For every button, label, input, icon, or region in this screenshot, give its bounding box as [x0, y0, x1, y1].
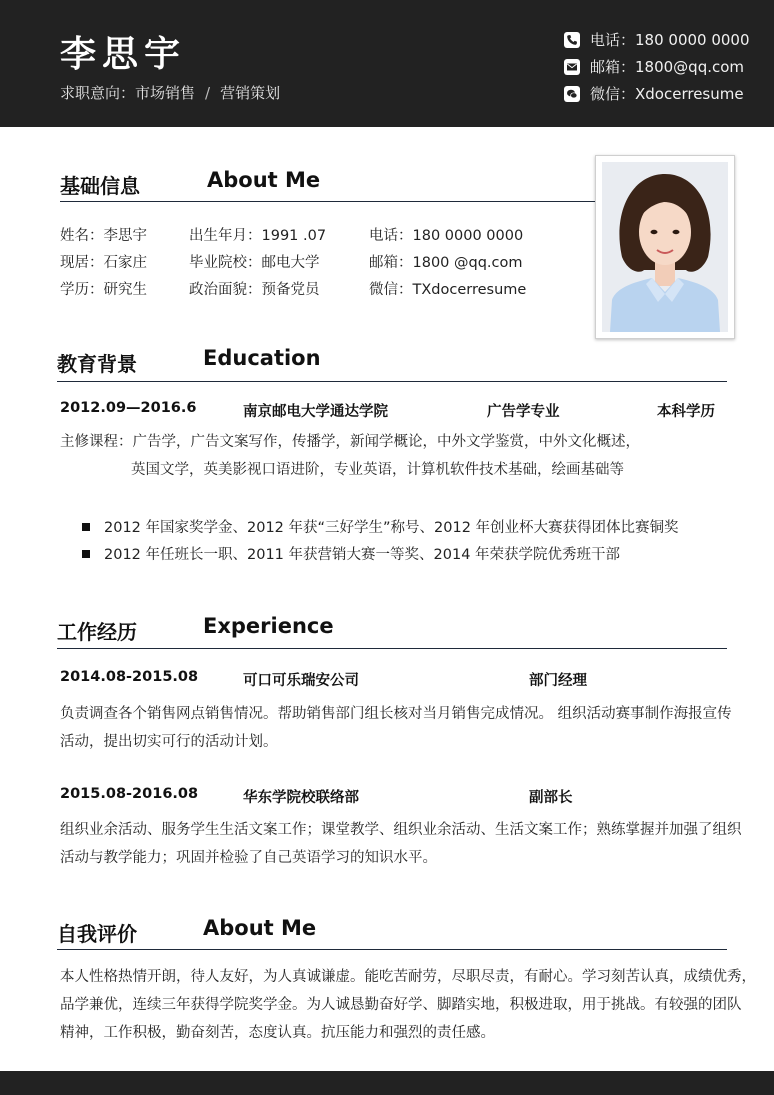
education-major: 广告学专业	[487, 404, 560, 420]
footer-bar	[0, 1071, 774, 1095]
job-2-desc-line-2: 活动与教学能力；巩固并检验了自己英语学习的知识水平。	[60, 850, 437, 866]
award-item-2	[82, 543, 620, 564]
job-1-company: 可口可乐瑞安公司	[243, 673, 359, 689]
mail-icon	[564, 59, 580, 75]
self-eval-title: 自我评价	[57, 922, 137, 946]
basic-info-rule	[60, 201, 595, 202]
contact-phone-text: 电话：180 0000 0000	[590, 31, 750, 49]
contact-wechat	[564, 83, 744, 104]
award-text-2: 2012 年任班长一职、2011 年获营销大赛一等奖、2014 年荣获学院优秀班干部	[104, 547, 621, 563]
job-1-desc-line-1: 负责调查各个销售网点销售情况。帮助销售部门组长核对当月销售完成情况。 组织活动赛事制作海报宣传	[60, 706, 732, 722]
bullet-square-icon	[82, 523, 90, 531]
education-title: 教育背景	[57, 352, 137, 376]
objective-separator: /	[205, 84, 211, 102]
phone-icon	[564, 32, 580, 48]
experience-title: 工作经历	[57, 620, 137, 644]
award-item-1	[82, 516, 679, 537]
basic-residence: 现居：石家庄	[60, 255, 147, 271]
education-rule	[57, 381, 727, 382]
basic-phone: 电话：180 0000 0000	[369, 228, 524, 244]
basic-political: 政治面貌：预备党员	[189, 282, 320, 298]
wechat-icon	[564, 86, 580, 102]
self-eval-title-en: About Me	[203, 916, 317, 940]
objective-label: 求职意向：	[60, 84, 136, 102]
contact-phone	[564, 29, 750, 50]
education-period: 2012.09—2016.6	[60, 400, 197, 416]
job-2-role: 副部长	[529, 790, 573, 806]
candidate-name: 李思宇	[60, 34, 187, 75]
award-text-1: 2012 年国家奖学金、2012 年获“三好学生”称号、2012 年创业杯大赛获得团体比赛铜奖	[104, 520, 679, 536]
objective-2: 营销策划	[220, 84, 281, 102]
basic-email: 邮箱：1800 @qq.com	[369, 255, 523, 271]
experience-title-en: Experience	[203, 614, 334, 638]
job-2-desc-line-1: 组织业余活动、服务学生生活文案工作；课堂教学、组织业余活动、生活文案工作；熟练掌握并加强了组织	[60, 822, 742, 838]
contact-wechat-text: 微信：Xdocerresume	[590, 85, 744, 103]
portrait-illustration	[602, 162, 728, 332]
self-eval-rule	[57, 949, 727, 950]
bullet-square-icon	[82, 550, 90, 558]
education-degree: 本科学历	[657, 404, 715, 420]
basic-school: 毕业院校：邮电大学	[189, 255, 320, 271]
basic-info-title-en: About Me	[207, 168, 321, 192]
education-courses-line-2: 英国文学，英美影视口语进阶，专业英语，计算机软件技术基础，绘画基础等	[131, 462, 624, 478]
education-courses-line-1: 主修课程：广告学，广告文案写作，传播学，新闻学概论，中外文学鉴赏，中外文化概述，	[60, 434, 640, 450]
basic-birth: 出生年月：1991 .07	[189, 228, 327, 244]
basic-degree: 学历：研究生	[60, 282, 147, 298]
objective-1: 市场销售	[135, 84, 196, 102]
contact-email	[564, 56, 744, 77]
education-school: 南京邮电大学通达学院	[243, 404, 388, 420]
basic-info-title: 基础信息	[60, 174, 140, 198]
job-1-desc-line-2: 活动，提出切实可行的活动计划。	[60, 734, 278, 750]
job-2-company: 华东学院校联络部	[243, 790, 359, 806]
basic-wechat: 微信：TXdocerresume	[369, 282, 527, 298]
basic-name: 姓名：李思宇	[60, 228, 147, 244]
profile-photo	[595, 155, 735, 339]
job-1-role: 部门经理	[529, 673, 587, 689]
job-2-period: 2015.08-2016.08	[60, 786, 199, 802]
job-1-period: 2014.08-2015.08	[60, 669, 199, 685]
experience-rule	[57, 648, 727, 649]
self-eval-line-1: 本人性格热情开朗，待人友好，为人真诚谦虚。能吃苦耐劳，尽职尽责，有耐心。学习刻苦认真，成绩优秀，	[60, 969, 756, 985]
self-eval-line-2: 品学兼优，连续三年获得学院奖学金。为人诚恳勤奋好学、脚踏实地，积极进取，用于挑战。有较强的团队	[60, 997, 742, 1013]
education-title-en: Education	[203, 346, 321, 370]
job-objective	[60, 82, 280, 103]
self-eval-line-3: 精神，工作积极，勤奋刻苦，态度认真。抗压能力和强烈的责任感。	[60, 1025, 495, 1041]
contact-email-text: 邮箱：1800@qq.com	[590, 58, 745, 76]
